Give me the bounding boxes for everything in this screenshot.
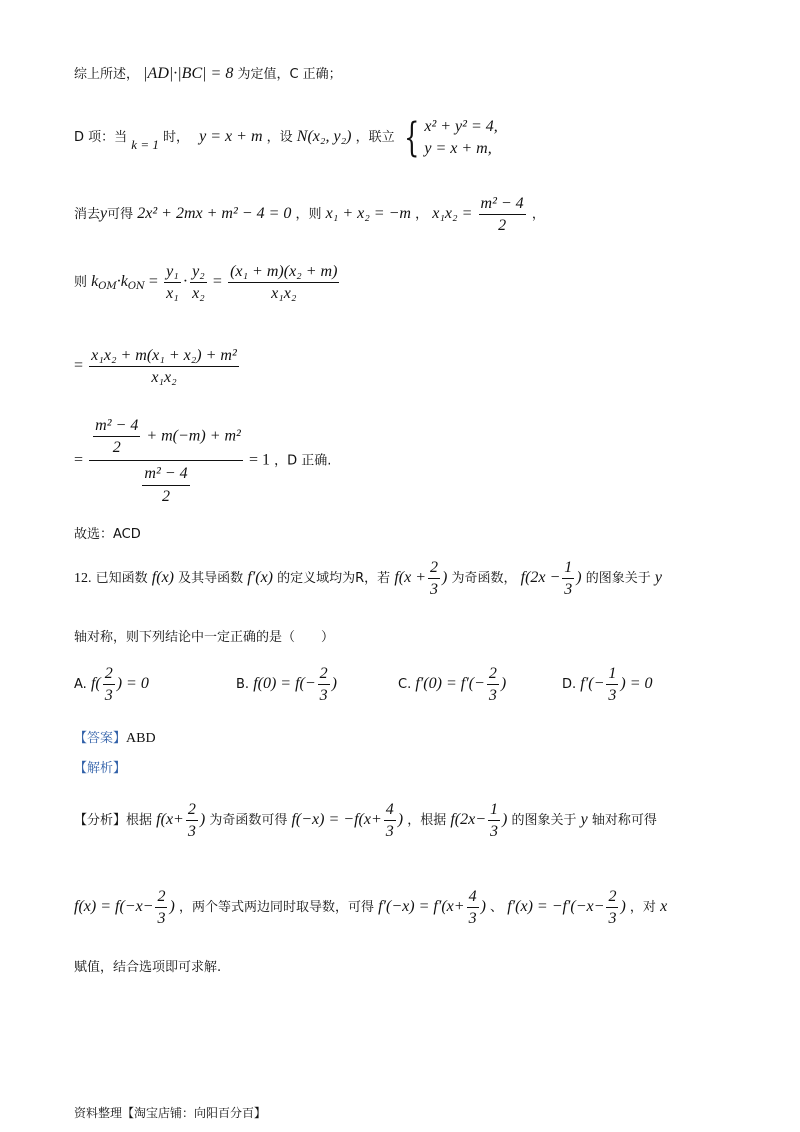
question-number: 12. <box>74 571 92 587</box>
text-suffix: 为定值，C 正确； <box>237 67 342 82</box>
text: 的定义域均为R，若 <box>277 571 391 587</box>
math-expr: ) = 0 <box>116 675 149 693</box>
math-point: N(x₂, y₂) <box>296 128 352 146</box>
math-quadratic: 2x² + 2mx + m² − 4 = 0 <box>137 205 292 223</box>
math-expr: f(2x− <box>450 811 487 829</box>
text: 轴对称可得 <box>591 813 657 829</box>
numerator: m² − 4 <box>142 464 189 485</box>
system-eq-2: y = x + m, <box>424 139 492 157</box>
text: 的图象关于 <box>585 571 651 587</box>
text: 的图象关于 <box>511 813 577 829</box>
math-expr: ) = 0 <box>620 675 653 693</box>
analysis-line-1 <box>74 800 657 841</box>
math-expr: f(0) = f(− <box>253 675 316 693</box>
result: = 1 <box>248 451 271 469</box>
denominator: 3 <box>490 823 499 841</box>
math-expr: ) <box>199 811 206 829</box>
denominator: x₁x₂ <box>151 369 177 387</box>
numerator: 2 <box>487 664 499 685</box>
text: 已知函数 <box>95 571 148 587</box>
text: 及其导函数 <box>178 571 244 587</box>
expansion-line <box>74 346 241 387</box>
math-var: x <box>660 898 668 916</box>
text: 根据 <box>126 813 153 829</box>
conclusion-c-line <box>74 64 342 83</box>
equals: = <box>148 273 158 291</box>
fraction <box>467 887 479 928</box>
denominator: 3 <box>187 823 196 841</box>
text-prefix: 综上所述， <box>74 67 140 82</box>
denominator: 2 <box>162 487 170 505</box>
math-fprime: f′(x) <box>247 569 273 587</box>
text: 为奇函数可得 <box>209 813 288 829</box>
math-expr: ) <box>442 569 448 587</box>
denominator: 2 <box>112 439 121 457</box>
fraction <box>164 262 181 303</box>
numerator: 2 <box>155 887 167 908</box>
math-expr: ) <box>502 811 508 829</box>
subscript: ON <box>127 281 145 293</box>
math-f: f(x) <box>151 569 174 587</box>
option-c <box>398 664 506 705</box>
math-expr: f(−x) = −f(x+ <box>291 811 382 829</box>
question-12-stem <box>74 558 662 599</box>
math-expr: f′(x) = −f′(−x− <box>507 898 605 916</box>
fraction <box>384 800 396 841</box>
analysis-tag: 【分析】 <box>74 813 127 829</box>
item-d-line <box>74 116 498 159</box>
compound-denominator <box>89 461 243 505</box>
fraction <box>142 464 189 505</box>
numerator: y₂ <box>190 262 207 283</box>
numerator: 1 <box>562 558 574 579</box>
math-expr: f′(− <box>580 675 605 693</box>
subscript: OM <box>98 281 117 293</box>
math-line-equation: y = x + m <box>199 128 263 146</box>
page-footer: 资料整理【淘宝店铺：向阳百分百】 <box>74 1106 267 1120</box>
text: ，对 <box>629 900 656 916</box>
math-var: y <box>580 811 588 829</box>
math-sum: x₁ + x₂ = −m <box>325 205 411 223</box>
fraction <box>606 887 618 928</box>
math-k: ·k <box>116 273 128 291</box>
option-b <box>236 664 337 705</box>
numerator: 2 <box>428 558 440 579</box>
fraction <box>487 664 499 705</box>
analysis-line-3: 赋值，结合选项即可求解. <box>74 960 222 975</box>
numerator-rest: + m(−m) + m² <box>146 427 241 445</box>
answer-value: ABD <box>126 731 156 746</box>
denominator: 3 <box>385 823 394 841</box>
numerator: 2 <box>103 664 115 685</box>
fraction <box>606 664 618 705</box>
math-expr: f′(0) = f′(− <box>415 675 485 693</box>
elimination-line <box>74 194 545 235</box>
fraction <box>155 887 167 928</box>
equals: = <box>74 451 84 469</box>
text: ， <box>415 207 429 223</box>
text: 、 <box>490 900 504 916</box>
math-expr: f(x + <box>394 569 426 587</box>
denominator: 3 <box>157 910 166 928</box>
text: 则 <box>74 275 88 291</box>
text: 可得 <box>107 207 134 223</box>
denominator: 3 <box>608 687 617 705</box>
answer-line <box>74 731 156 748</box>
math-product-lhs: x₁x₂ = <box>432 205 473 223</box>
denominator: 3 <box>564 581 573 599</box>
text: ，D 正确. <box>274 453 332 469</box>
analysis-line-2 <box>74 887 667 928</box>
compound-numerator <box>89 416 243 461</box>
math-expression: |AD|·|BC| = 8 <box>143 65 234 82</box>
choice-line: 故选：ACD <box>74 527 141 542</box>
text: ， <box>531 207 545 223</box>
text: 时， <box>162 130 189 146</box>
answer-label: 【答案】 <box>74 731 127 746</box>
denominator: 3 <box>488 687 497 705</box>
equals: = <box>74 357 84 375</box>
fraction <box>428 558 440 599</box>
equation-system <box>424 116 497 159</box>
denominator: 2 <box>498 217 507 235</box>
math-var: y <box>654 569 663 587</box>
numerator: 2 <box>318 664 330 685</box>
text: ，联立 <box>355 130 395 146</box>
denominator: x₂ <box>192 285 205 303</box>
option-letter: D. <box>562 677 577 693</box>
fraction <box>89 346 239 387</box>
text: ，两个等式两边同时取导数，可得 <box>178 900 374 916</box>
text: 消去 <box>74 207 101 223</box>
numerator: 1 <box>606 664 618 685</box>
numerator: 4 <box>467 887 479 908</box>
option-a <box>74 664 149 705</box>
option-letter: A. <box>74 677 87 693</box>
math-expr: ) <box>480 898 486 916</box>
math-expr: ) <box>500 675 507 693</box>
option-letter: C. <box>398 677 412 693</box>
math-expr: ) <box>331 675 337 693</box>
numerator: m² − 4 <box>93 416 140 437</box>
system-brace: { <box>403 114 420 161</box>
denominator: 3 <box>430 581 438 599</box>
denominator: x₁x₂ <box>271 285 297 303</box>
math-condition: k = 1 <box>131 137 159 153</box>
numerator: 2 <box>186 800 198 821</box>
fraction <box>103 664 115 705</box>
math-k: k <box>91 273 99 291</box>
text: ，则 <box>295 207 322 223</box>
compound-fraction <box>89 416 243 506</box>
math-expr: f′(−x) = f′(x+ <box>378 898 465 916</box>
math-var: y <box>100 205 108 223</box>
question-12-prompt: 轴对称，则下列结论中一定正确的是（ ） <box>74 630 335 645</box>
equals: = <box>212 273 222 291</box>
final-value-line <box>74 416 331 506</box>
text: ，设 <box>266 130 293 146</box>
fraction <box>488 800 500 841</box>
math-expr: f(x) = f(−x− <box>74 898 154 916</box>
fraction <box>562 558 574 599</box>
option-letter: B. <box>236 677 250 693</box>
fraction <box>186 800 198 841</box>
math-expr: ) <box>397 811 404 829</box>
text: D 项：当 <box>74 130 128 146</box>
math-expr: ) <box>620 898 626 916</box>
fraction <box>93 416 140 457</box>
numerator: (x₁ + m)(x₂ + m) <box>228 262 339 283</box>
denominator: 3 <box>468 910 477 928</box>
denominator: 3 <box>104 687 113 705</box>
numerator: x₁x₂ + m(x₁ + x₂) + m² <box>89 346 239 367</box>
numerator: y₁ <box>164 262 181 283</box>
math-expr: ) <box>169 898 175 916</box>
denominator: 3 <box>608 910 617 928</box>
numerator: 2 <box>606 887 618 908</box>
numerator: 4 <box>384 800 396 821</box>
math-expr: f(x+ <box>156 811 184 829</box>
math-expr: f(2x − <box>520 569 561 587</box>
fraction <box>479 194 526 235</box>
math-expr: f( <box>90 675 101 693</box>
denominator: 3 <box>319 687 328 705</box>
numerator: 1 <box>488 800 500 821</box>
fraction <box>318 664 330 705</box>
numerator: m² − 4 <box>479 194 526 215</box>
math-expr: ) <box>576 569 582 587</box>
option-d <box>562 664 653 705</box>
fraction <box>190 262 207 303</box>
analysis-label: 【解析】 <box>74 761 127 776</box>
system-eq-1: x² + y² = 4, <box>424 118 498 135</box>
text: ，根据 <box>407 813 447 829</box>
denominator: x₁ <box>166 285 179 303</box>
text: 为奇函数， <box>451 571 517 587</box>
fraction <box>228 262 339 303</box>
slope-product-line: 则 $k_{OM}\cdot k_{ON}$ = $\frac{\text{y₁}}{\text{x₁}}$ · $\frac{\text{y₂}}{\text{x₂}}$ = $\frac{\text{(x₁ + m)(x₂ + m)}}{\text{x₁x₂}}$ <box>74 263 338 303</box>
